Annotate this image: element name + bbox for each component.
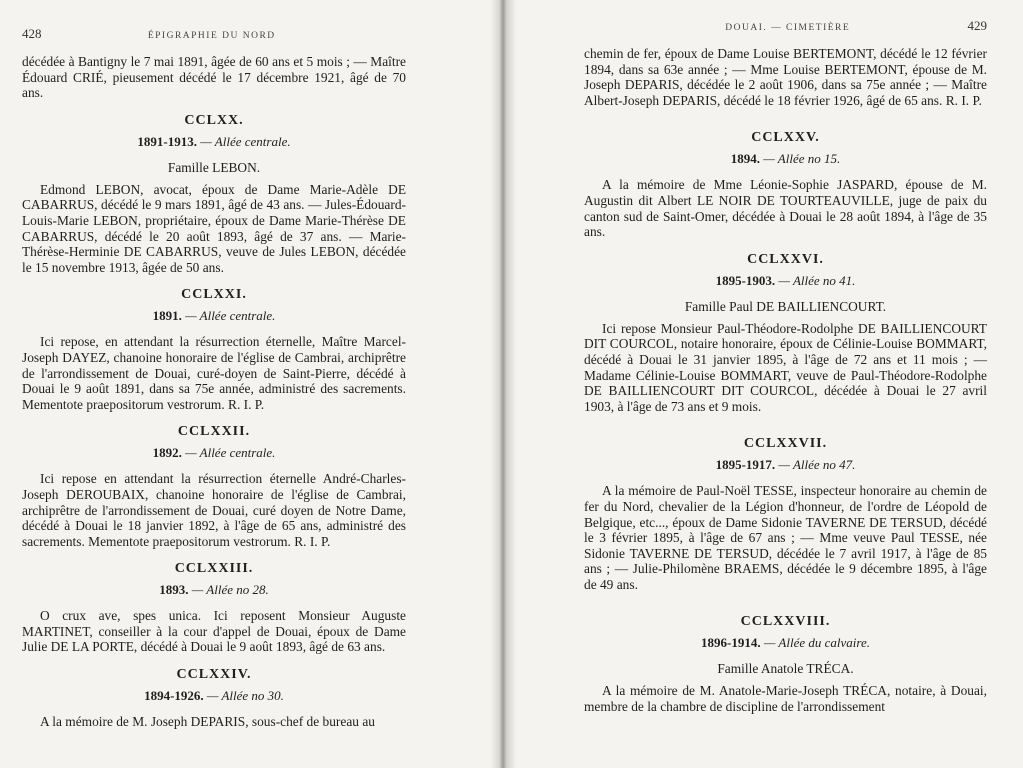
entry-location-line xyxy=(22,445,406,461)
entry-location: — Allée centrale. xyxy=(200,133,291,149)
entry-location: — Allée centrale. xyxy=(185,445,276,461)
entry-location: — Allée no 41. xyxy=(778,272,856,288)
entry-location-line xyxy=(22,134,406,150)
entry-location: — Allée no 15. xyxy=(763,151,841,167)
entry-number: CCLXXIV. xyxy=(176,667,252,683)
running-title-right: DOUAI. — CIMETIÈRE xyxy=(725,23,851,33)
entry-cclxx xyxy=(22,113,406,276)
entry-cclxxiv xyxy=(22,667,406,730)
entry-number: CCLXX. xyxy=(184,112,244,128)
entry-location-line xyxy=(22,688,406,704)
entry-location-line xyxy=(22,582,406,598)
entry-text: O crux ave, spes unica. Ici reposent Monsieur Auguste MARTINET, conseiller à la cour d'appel de Douai, époux de Dame Julie DE LA PORTE, décédé à Douai le 9 août 1893, âgé de 63 ans. xyxy=(22,608,406,655)
entry-family: Famille Paul DE BAILLIENCOURT. xyxy=(684,298,887,314)
entry-family: Famille Anatole TRÉCA. xyxy=(717,661,854,677)
entry-years: 1891-1913. xyxy=(137,133,197,149)
entry-location-line xyxy=(22,308,406,324)
entry-location: — Allée centrale. xyxy=(185,308,276,324)
entry-cclxxii xyxy=(22,424,406,549)
entry-number: CCLXXI. xyxy=(181,287,247,303)
book-gutter xyxy=(490,0,516,768)
entry-text: Ici repose, en attendant la résurrection éternelle, Maître Marcel-Joseph DAYEZ, chanoine honoraire de l'église de Cambrai, archiprêtre de l'arrondissement de Douai, curé-doyen de Saint-Pierre, décédé à Douai le 9 août 1891, dans sa 75e année, administré des sacrements. Mementote praepositorum vestrorum. R. I. P. xyxy=(22,334,406,412)
entry-text: Ici repose en attendant la résurrection éternelle André-Charles-Joseph DEROUBAIX, chanoine honoraire de l'église de Cambrai, archiprêtre de l'arrondissement de Douai, curé doyen de Notre Dame, décédé à Douai le 18 janvier 1892, à l'âge de 65 ans, administré des sacrements. Mementote praepositorum vestrorum. R. I. P. xyxy=(22,471,406,549)
entry-years: 1892. xyxy=(152,445,182,461)
entry-family: Famille LEBON. xyxy=(167,159,261,175)
entry-location-line xyxy=(584,151,987,167)
entry-cclxxviii xyxy=(584,614,987,714)
entry-location: — Allée du calvaire. xyxy=(763,635,870,651)
entry-cclxxi xyxy=(22,287,406,412)
entry-text: A la mémoire de Mme Léonie-Sophie JASPARD, épouse de M. Augustin dit Albert LE NOIR DE TOURTEAUVILLE, juge de paix du canton sud de Saint-Omer, décédée à Douai le 28 août 1894, à l'âge de 35 ans. xyxy=(584,177,987,240)
entry-years: 1893. xyxy=(159,582,189,598)
entry-number: CCLXXII. xyxy=(177,424,251,440)
entry-years: 1891. xyxy=(152,308,182,324)
entry-years: 1896-1914. xyxy=(701,635,761,651)
entry-number: CCLXXV. xyxy=(751,130,820,146)
running-head-right xyxy=(584,18,987,34)
entry-number: CCLXXVII. xyxy=(743,436,828,452)
continuation-text-right: chemin de fer, époux de Dame Louise BERTEMONT, décédé le 12 février 1894, dans sa 63e année ; — Mme Louise BERTEMONT, épouse de M. Joseph DEPARIS, décédée le 2 août 1906, dans sa 75e année ; — Maître Albert-Joseph DEPARIS, décédé le 18 février 1926, âgé de 65 ans. R. I. P. xyxy=(584,46,987,108)
entry-number: CCLXXVI. xyxy=(747,251,824,267)
entry-text: A la mémoire de M. Joseph DEPARIS, sous-chef de bureau au xyxy=(40,714,375,730)
right-page xyxy=(516,0,1023,768)
entry-text: A la mémoire de Paul-Noël TESSE, inspecteur honoraire au chemin de fer du Nord, chevalier de la Légion d'honneur, de l'ordre de Léopold de Belgique, etc..., époux de Dame Sidonie TAVERNE DE TERSUD, décédé le 3 février 1895, à l'âge de 67 ans ; — Mme veuve Paul TESSE, née Sidonie TAVERNE DE TERSUD, décédée le 7 avril 1917, à l'âge de 85 ans ; — Julie-Philomène BRAEMS, décédée le 9 décembre 1895, à l'âge de 49 ans. xyxy=(584,483,987,592)
entry-cclxxiii xyxy=(22,561,406,655)
entry-location-line xyxy=(584,457,987,473)
page-number-right: 429 xyxy=(967,18,987,33)
continuation-text-left: décédée à Bantigny le 7 mai 1891, âgée de 60 ans et 5 mois ; — Maître Édouard CRIÉ, pieusement décédé le 17 décembre 1921, âgé de 70 ans. xyxy=(22,54,406,101)
entry-cclxxv xyxy=(584,130,987,239)
entry-years: 1894-1926. xyxy=(144,688,204,704)
entry-location: — Allée no 47. xyxy=(778,457,856,473)
entry-location: — Allée no 28. xyxy=(191,582,269,598)
entry-location-line xyxy=(584,635,987,651)
entry-years: 1895-1903. xyxy=(715,272,776,288)
entry-cclxxvi xyxy=(584,252,987,415)
entry-text: Edmond LEBON, avocat, époux de Dame Marie-Adèle DE CABARRUS, décédé le 9 mars 1891, âgé de 43 ans. — Jules-Édouard-Louis-Marie LEBON, propriétaire, époux de Dame Marie-Thérèse DE CABARRUS, décédé le 20 août 1893, âgé de 37 ans. — Marie-Thérèse-Herminie DE CABARRUS, veuve de Jules LEBON, décédée le 15 novembre 1913, âgée de 50 ans. xyxy=(22,181,406,275)
entry-text: Ici repose Monsieur Paul-Théodore-Rodolphe DE BAILLIENCOURT DIT COURCOL, notaire honoraire, époux de Célinie-Louise BOMMART, décédé à Douai le 31 janvier 1895, à l'âge de 72 ans et 11 mois ; — Madame Célinie-Louise BOMMART, veuve de Paul-Théodore-Rodolphe DE BAILLIENCOURT DIT COURCOL, décédée à Douai le 27 avril 1903, à l'âge de 73 ans et 9 mois. xyxy=(584,320,987,414)
running-title-left: ÉPIGRAPHIE DU NORD xyxy=(147,31,276,41)
entry-location-line xyxy=(584,273,987,289)
entry-text: A la mémoire de M. Anatole-Marie-Joseph TRÉCA, notaire, à Douai, membre de la chambre de discipline de l'arrondissement xyxy=(584,683,987,715)
running-head-left xyxy=(22,26,406,42)
entry-location: — Allée no 30. xyxy=(206,688,284,704)
entry-years: 1895-1917. xyxy=(715,457,776,473)
entry-cclxxvii xyxy=(584,436,987,592)
entry-number: CCLXXVIII. xyxy=(740,614,831,630)
left-page xyxy=(0,0,490,768)
page-number-left: 428 xyxy=(22,26,42,41)
entry-number: CCLXXIII. xyxy=(174,561,254,577)
entry-years: 1894. xyxy=(730,151,760,167)
